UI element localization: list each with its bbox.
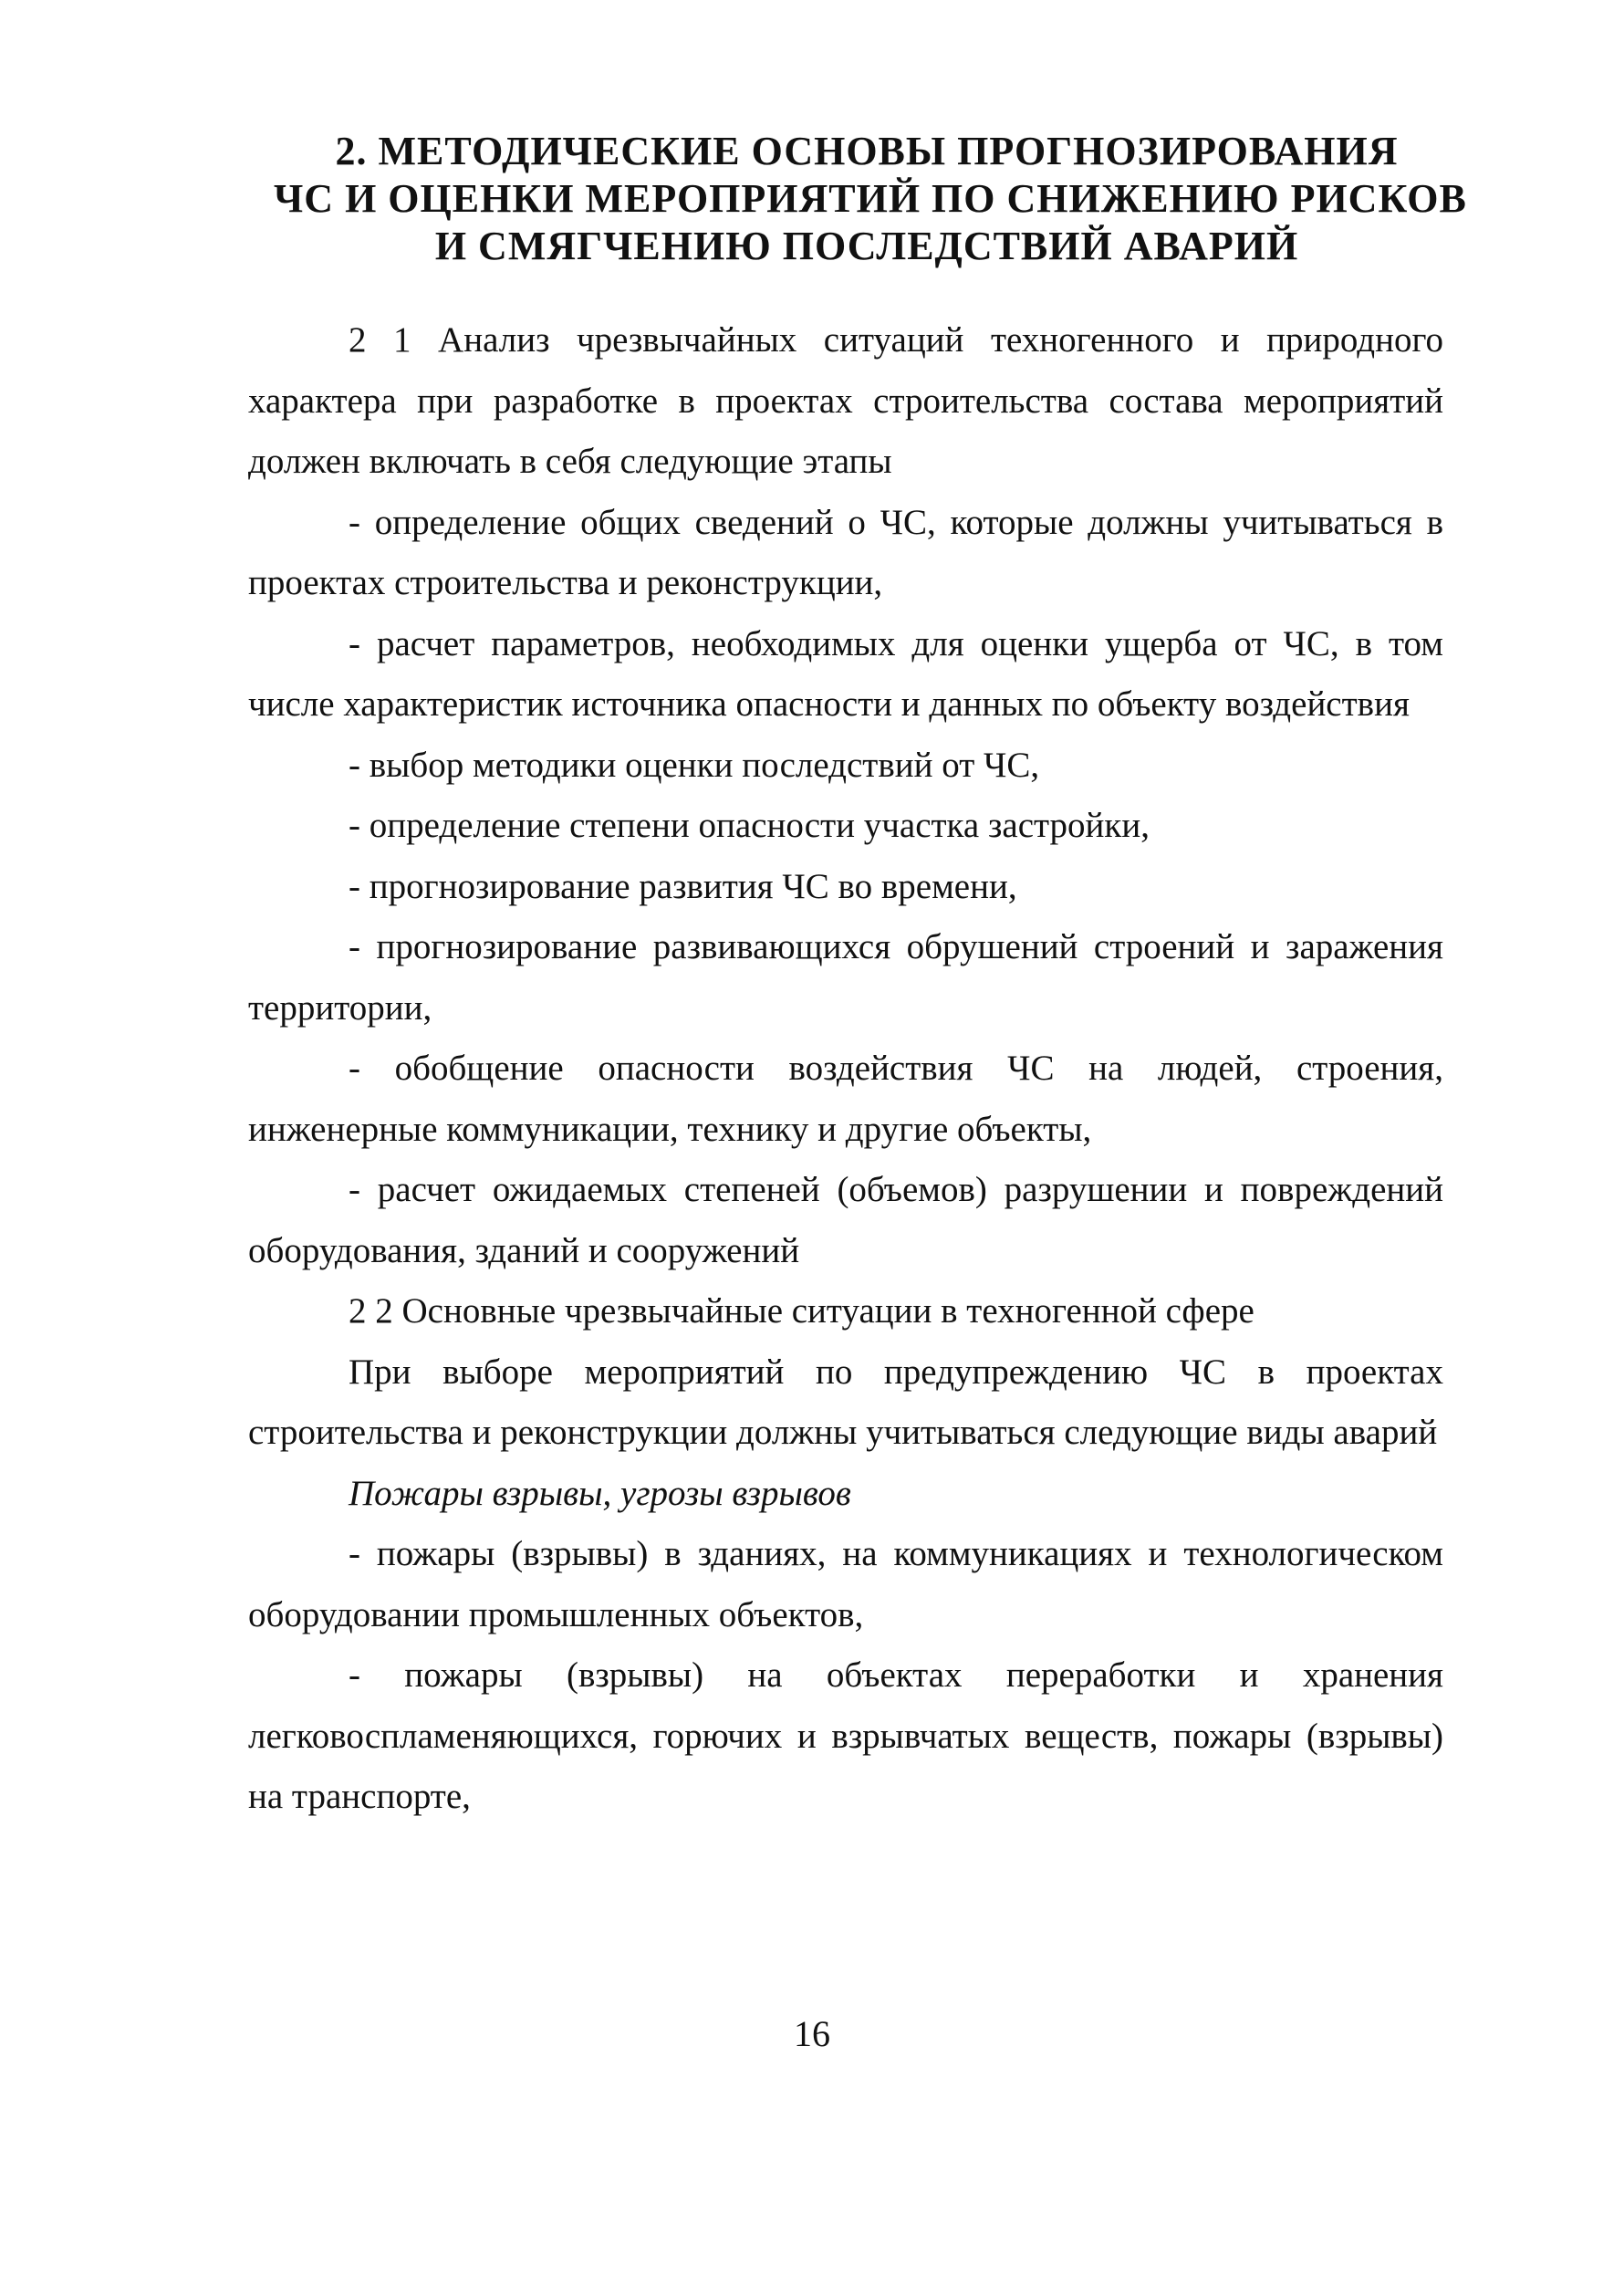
subsection-2-2-heading: 2 2 Основные чрезвычайные ситуации в техногенной сфере xyxy=(349,1291,1254,1331)
section-title xyxy=(274,128,1467,270)
paragraph-2-1-intro: 2 1 Анализ чрезвычайных ситуаций техногенного и природного характера при разработке в проектах строительства состава мероприятий должен включать в себя следующие этапы xyxy=(248,320,1443,481)
paragraph-accident-types: При выборе мероприятий по предупреждению ЧС в проектах строительства и реконструкции должны учитываться следующие виды аварий xyxy=(248,1352,1443,1452)
list-item-general-info: - определение общих сведений о ЧС, которые должны учитываться в проектах строительства и реконструкции, xyxy=(248,502,1443,602)
subheading-fires: Пожары взрывы, угрозы взрывов xyxy=(349,1473,851,1513)
list-item-parameters: - расчет параметров, необходимых для оценки ущерба от ЧС, в том числе характеристик источника опасности и данных по объекту воздействия xyxy=(248,623,1443,724)
list-item-fires-objects: - пожары (взрывы) на объектах переработки и хранения легковоспламеняющихся, горючих и взрывчатых веществ, пожары (взрывы) на транспорте, xyxy=(248,1655,1443,1816)
list-item-forecast-collapse: - прогнозирование развивающихся обрушений строений и заражения территории, xyxy=(248,927,1443,1028)
list-item-fires-buildings: - пожары (взрывы) в зданиях, на коммуникациях и технологическом оборудовании промышленных объектов, xyxy=(248,1534,1443,1634)
body-text xyxy=(248,310,1443,1828)
page-number: 16 xyxy=(794,2013,830,2054)
title-line-1: 2. МЕТОДИЧЕСКИЕ ОСНОВЫ ПРОГНОЗИРОВАНИЯ xyxy=(335,129,1399,173)
list-item-site-danger: - определение степени опасности участка застройки, xyxy=(349,806,1150,845)
list-item-damage-calc: - расчет ожидаемых степеней (объемов) разрушении и повреждений оборудования, зданий и сооружений xyxy=(248,1170,1443,1270)
list-item-method: - выбор методики оценки последствий от ЧС, xyxy=(349,745,1040,785)
list-item-generalization: - обобщение опасности воздействия ЧС на людей, строения, инженерные коммуникации, технику и другие объекты, xyxy=(248,1049,1443,1149)
title-line-2: ЧС И ОЦЕНКИ МЕРОПРИЯТИЙ ПО СНИЖЕНИЮ РИСКОВ xyxy=(274,176,1467,221)
list-item-forecast-time: - прогнозирование развития ЧС во времени, xyxy=(349,866,1017,906)
title-line-3: И СМЯГЧЕНИЮ ПОСЛЕДСТВИЙ АВАРИЙ xyxy=(434,224,1299,268)
